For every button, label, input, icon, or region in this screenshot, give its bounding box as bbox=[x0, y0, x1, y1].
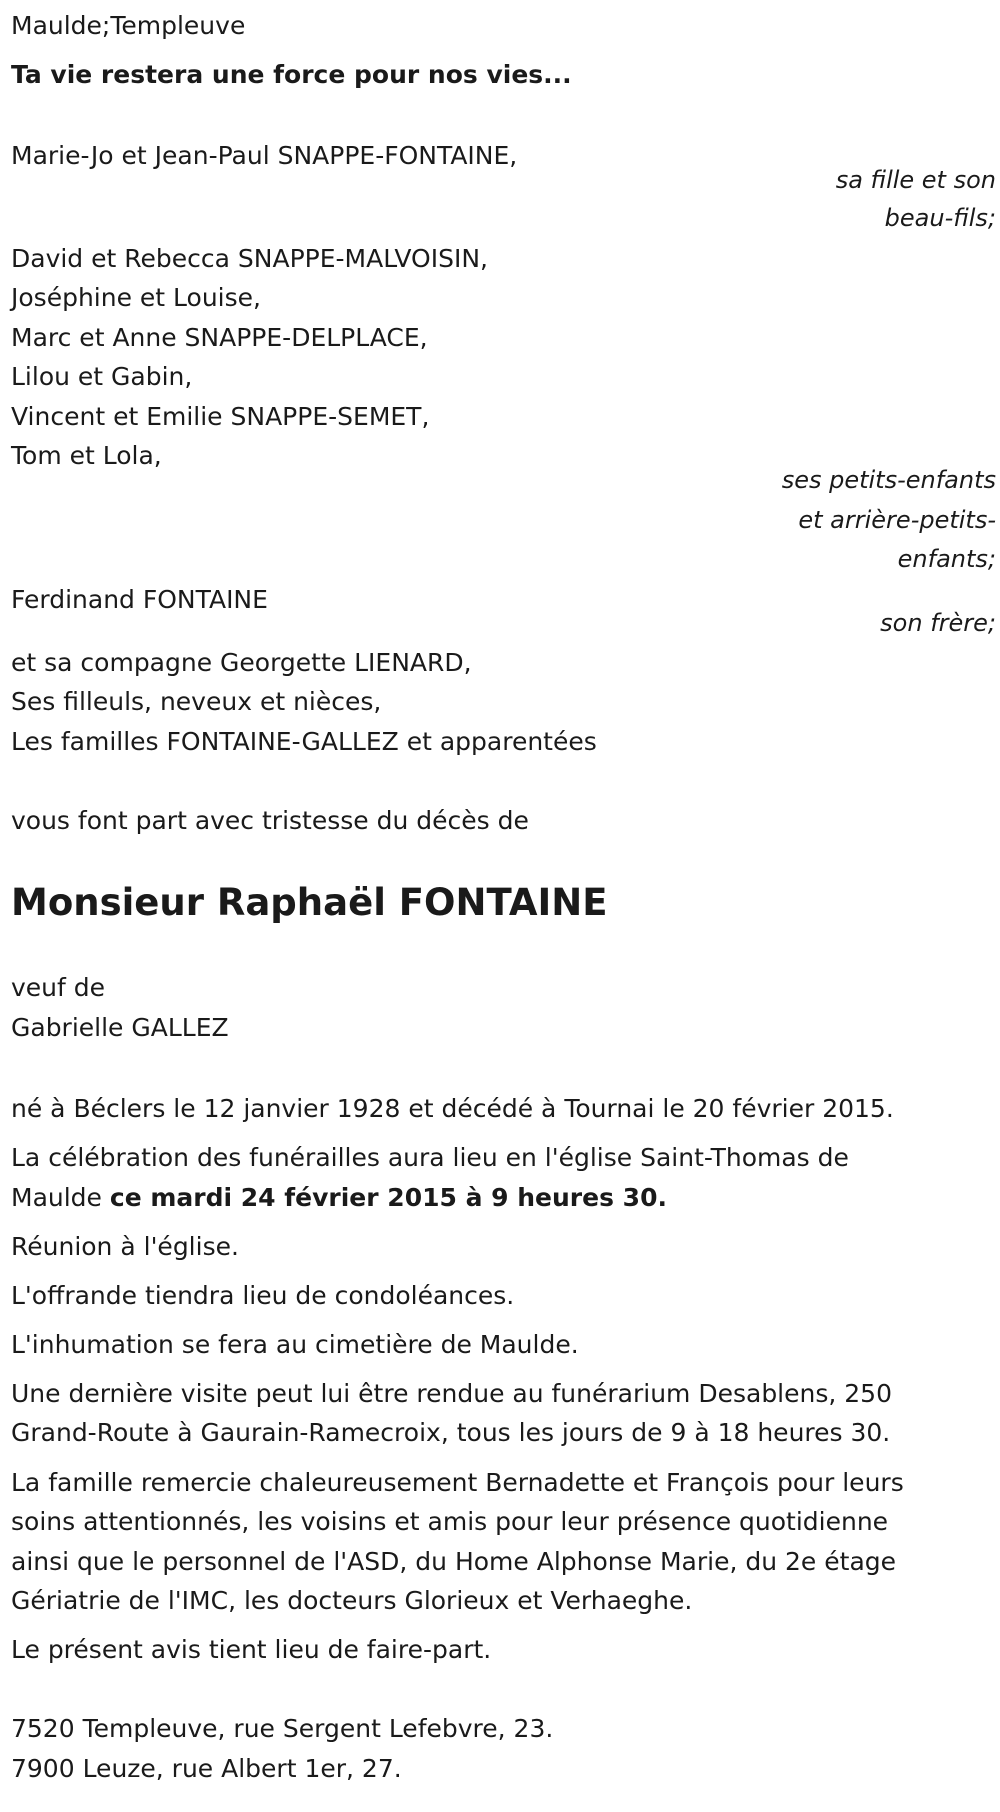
grandchildren-role-line-1: ses petits-enfants bbox=[781, 466, 996, 494]
thanks-line: La famille remercie chaleureusement Bernadette et François pour leurs bbox=[11, 1468, 904, 1497]
grandchildren-line: Vincent et Emilie SNAPPE-SEMET, bbox=[11, 402, 430, 431]
thanks-line: soins attentionnés, les voisins et amis pour leur présence quotidienne bbox=[11, 1507, 889, 1536]
grandchildren-line: Lilou et Gabin, bbox=[11, 362, 193, 391]
family-line: Ses filleuls, neveux et nièces, bbox=[11, 687, 382, 716]
offering-line: L'offrande tiendra lieu de condoléances. bbox=[11, 1281, 515, 1310]
birth-death-line: né à Béclers le 12 janvier 1928 et décédé à Tournai le 20 février 2015. bbox=[11, 1094, 894, 1123]
ceremony-place: Maulde bbox=[11, 1183, 110, 1212]
meeting-line: Réunion à l'église. bbox=[11, 1232, 239, 1261]
visit-line-2: Grand-Route à Gaurain-Ramecroix, tous les jours de 9 à 18 heures 30. bbox=[11, 1418, 891, 1447]
family-line: Les familles FONTAINE-GALLEZ et apparentées bbox=[11, 727, 597, 756]
burial-line: L'inhumation se fera au cimetière de Maulde. bbox=[11, 1330, 579, 1359]
grandchildren-line: Marc et Anne SNAPPE-DELPLACE, bbox=[11, 323, 428, 352]
address-line: 7520 Templeuve, rue Sergent Lefebvre, 23. bbox=[11, 1714, 554, 1743]
thanks-line: Gériatrie de l'IMC, les docteurs Glorieux et Verhaeghe. bbox=[11, 1586, 693, 1615]
address-line: 7900 Leuze, rue Albert 1er, 27. bbox=[11, 1754, 402, 1783]
daughter-role-line-2: beau-fils; bbox=[884, 204, 996, 232]
notice-line: Le présent avis tient lieu de faire-part. bbox=[11, 1635, 492, 1664]
brother-line: Ferdinand FONTAINE bbox=[11, 585, 268, 614]
grandchildren-line: David et Rebecca SNAPPE-MALVOISIN, bbox=[11, 244, 488, 273]
daughter-role-line-1: sa fille et son bbox=[835, 166, 996, 194]
thanks-line: ainsi que le personnel de l'ASD, du Home Alphonse Marie, du 2e étage bbox=[11, 1547, 897, 1576]
brother-role: son frère; bbox=[880, 609, 996, 637]
ceremony-line-1: La célébration des funérailles aura lieu en l'église Saint-Thomas de bbox=[11, 1143, 849, 1172]
announcement: vous font part avec tristesse du décès de bbox=[11, 806, 529, 835]
ceremony-datetime: ce mardi 24 février 2015 à 9 heures 30. bbox=[109, 1183, 667, 1212]
family-line: et sa compagne Georgette LIENARD, bbox=[11, 648, 472, 677]
visit-line-1: Une dernière visite peut lui être rendue au funérarium Desablens, 250 bbox=[11, 1379, 892, 1408]
grandchildren-role-line-3: enfants; bbox=[897, 545, 996, 573]
grandchildren-role-line-2: et arrière-petits- bbox=[798, 506, 996, 534]
spouse-name: Gabrielle GALLEZ bbox=[11, 1013, 229, 1042]
epigraph: Ta vie restera une force pour nos vies... bbox=[11, 60, 572, 89]
widower-label: veuf de bbox=[11, 973, 106, 1002]
daughter-line: Marie-Jo et Jean-Paul SNAPPE-FONTAINE, bbox=[11, 141, 518, 170]
ceremony-line-2 bbox=[11, 1178, 667, 1218]
grandchildren-line: Tom et Lola, bbox=[11, 441, 162, 470]
grandchildren-line: Joséphine et Louise, bbox=[11, 283, 261, 312]
location-line: Maulde;Templeuve bbox=[11, 11, 246, 40]
deceased-name: Monsieur Raphaël FONTAINE bbox=[11, 881, 608, 924]
